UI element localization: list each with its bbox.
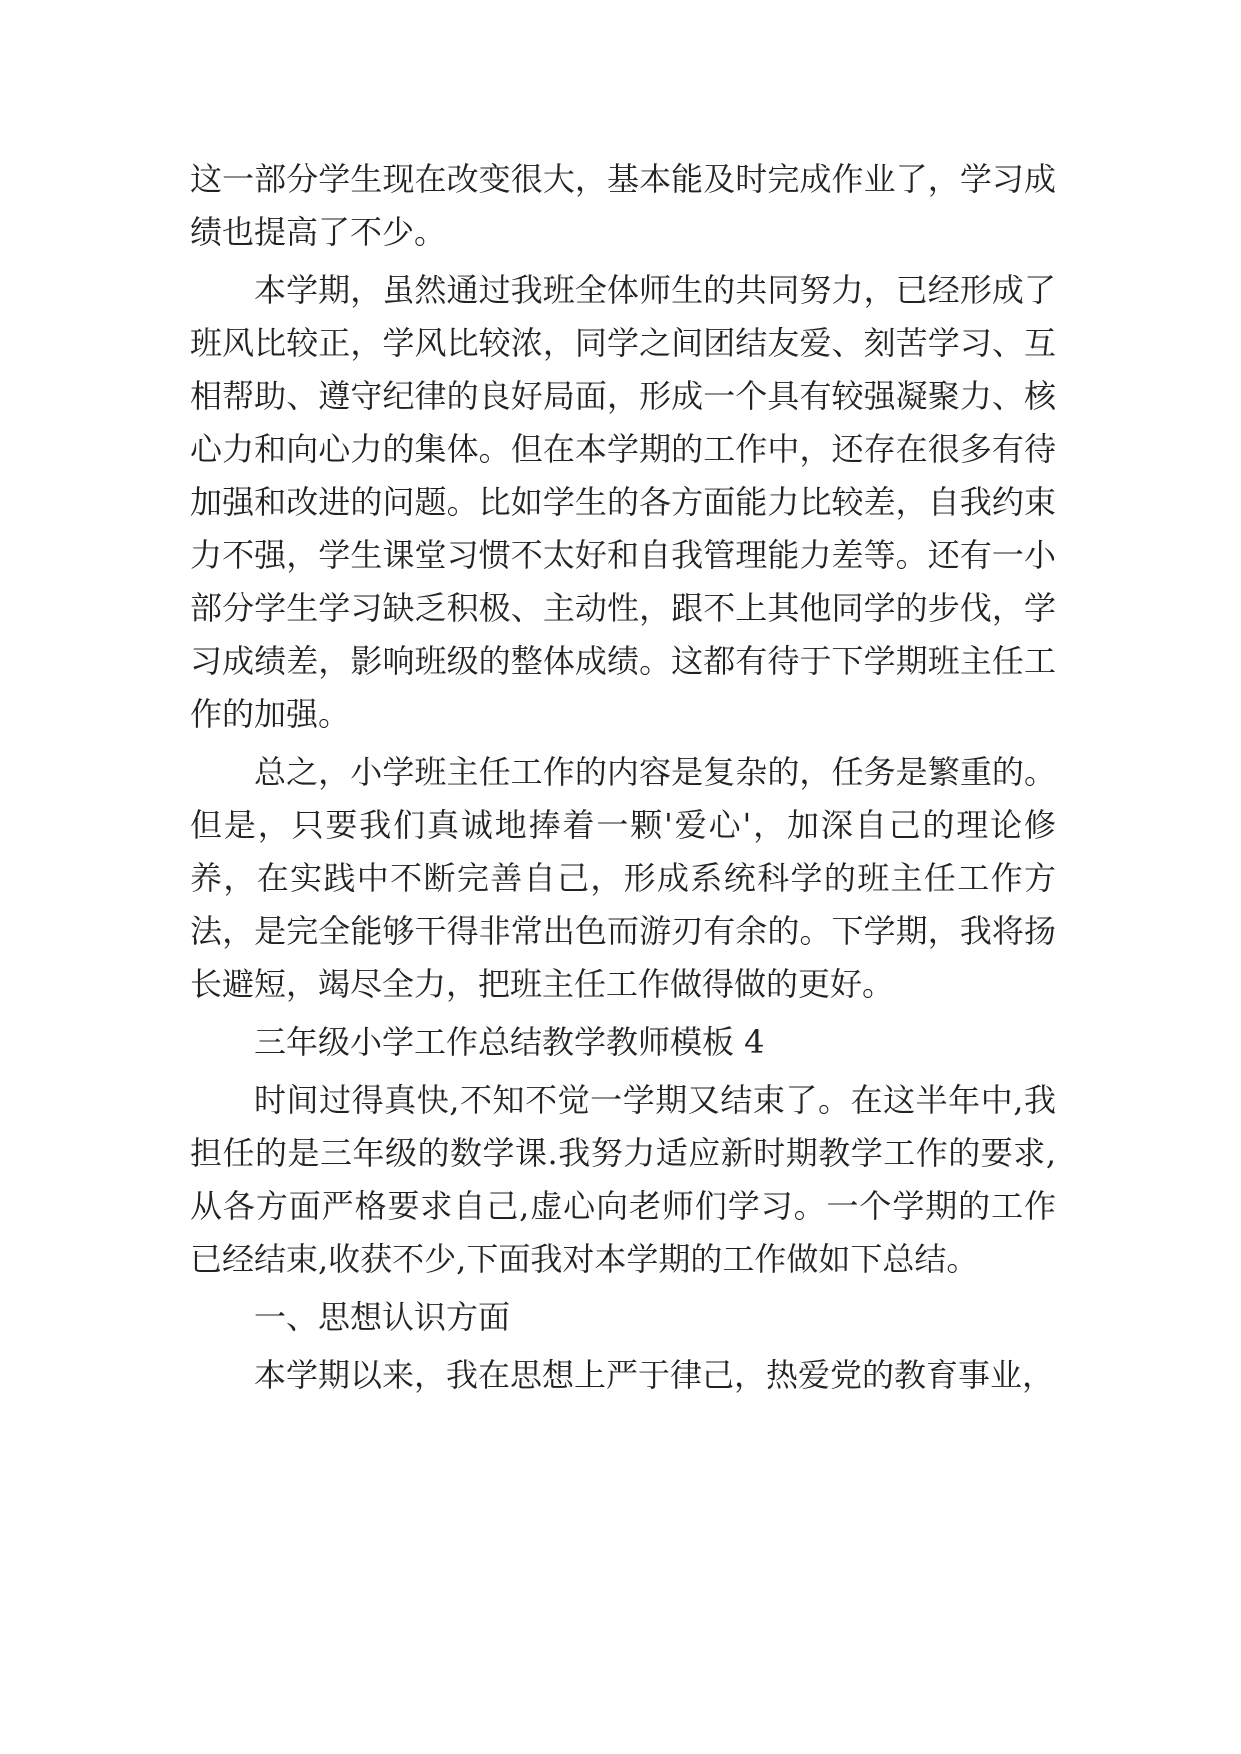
subheading-ideology: 一、思想认识方面 <box>254 1298 511 1336</box>
paragraph-intro: 时间过得真快,不知不觉一学期又结束了。在这半年中,我担任的是三年级的数学课.我努力适应新时期教学工作的要求,从各方面严格要求自己,虚心向老师们学习。一个学期的工作已经结束,收获不少,下面我对本学期的工作做如下总结。 <box>190 1081 1056 1278</box>
document-body <box>190 153 1056 1407</box>
paragraph-ideology-start: 本学期以来，我在思想上严于律己，热爱党的教育事业， <box>254 1356 1055 1394</box>
paragraph-conclusion: 总之，小学班主任工作的内容是复杂的，任务是繁重的。但是，只要我们真诚地捧着一颗'爱心'，加深自己的理论修养，在实践中不断完善自己，形成系统科学的班主任工作方法，是完全能够干得非常出色而游刃有余的。下学期，我将扬长避短，竭尽全力，把班主任工作做得做的更好。 <box>190 753 1056 1003</box>
section-heading-template-4: 三年级小学工作总结教学教师模板 4 <box>254 1023 765 1061</box>
paragraph-class-atmosphere: 本学期，虽然通过我班全体师生的共同努力，已经形成了班风比较正，学风比较浓，同学之间团结友爱、刻苦学习、互相帮助、遵守纪律的良好局面，形成一个具有较强凝聚力、核心力和向心力的集体。但在本学期的工作中，还存在很多有待加强和改进的问题。比如学生的各方面能力比较差，自我约束力不强，学生课堂习惯不太好和自我管理能力差等。还有一小部分学生学习缺乏积极、主动性，跟不上其他同学的步伐，学习成绩差，影响班级的整体成绩。这都有待于下学期班主任工作的加强。 <box>190 271 1056 733</box>
paragraph-continuation: 这一部分学生现在改变很大，基本能及时完成作业了，学习成绩也提高了不少。 <box>190 160 1056 251</box>
